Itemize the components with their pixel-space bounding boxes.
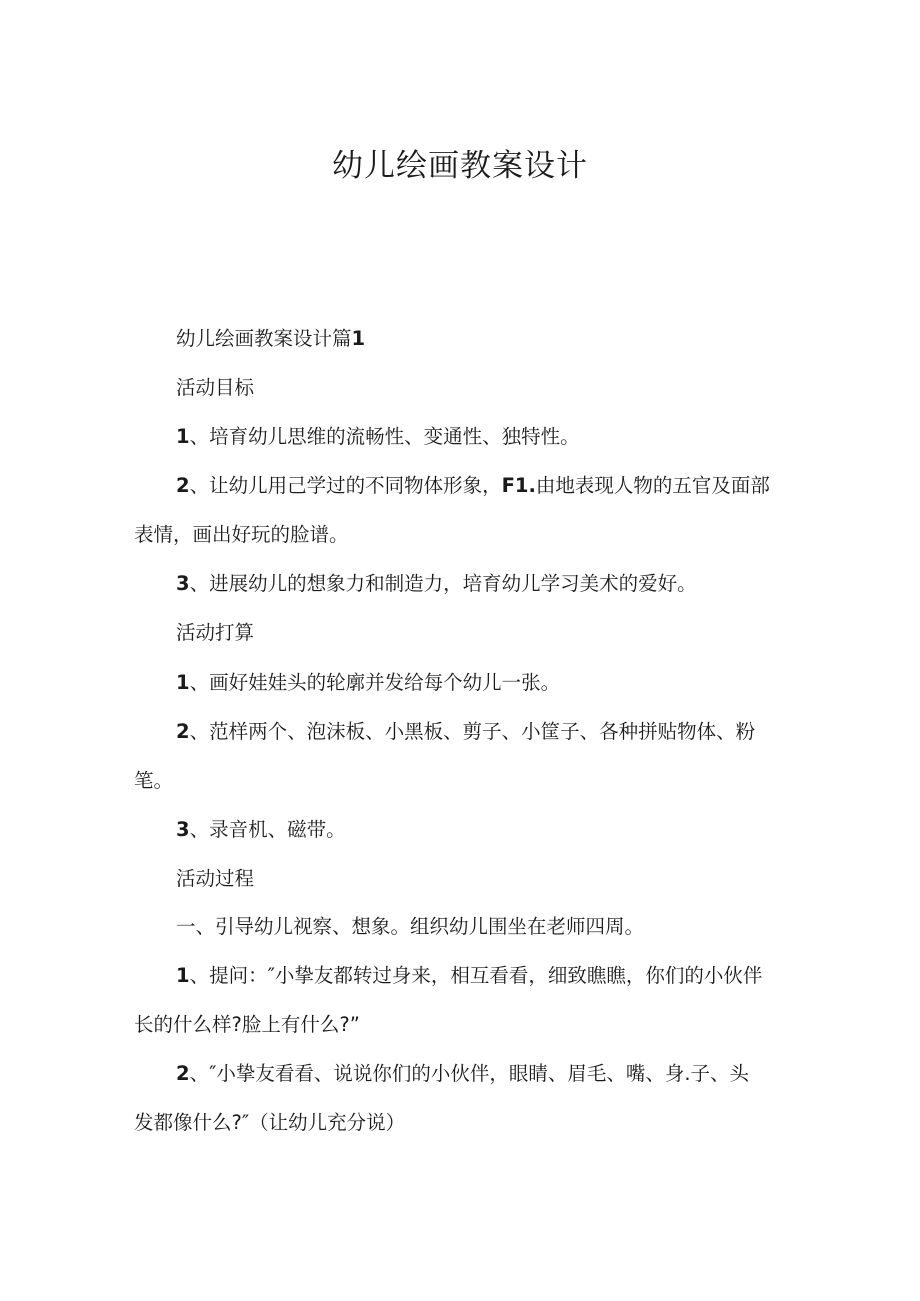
- section-heading-text: 幼儿绘画教案设计篇: [176, 327, 352, 350]
- goal-2-f1: F1.: [501, 474, 536, 497]
- process-item-2: [176, 1059, 749, 1089]
- prep-2-number: 2: [176, 720, 190, 743]
- goal-3-text: 、进展幼儿的想象力和制造力，培育幼儿学习美术的爱好。: [189, 572, 697, 595]
- goal-item-2: [176, 471, 770, 501]
- process-1-text: 、提问：″小挚友都转过身来，相互看看，细致瞧瞧，你们的小伙伴: [189, 964, 763, 987]
- prep-3-text: 、录音机、磁带。: [189, 818, 346, 841]
- prep-item-2-continuation: 笔。: [134, 769, 174, 792]
- prep-item-3: [176, 815, 346, 845]
- goal-2-text-b: 由地表现人物的五官及面部: [535, 474, 770, 497]
- process-1-number: 1: [176, 964, 190, 987]
- prep-2-text: 、范样两个、泡沫板、小黑板、剪子、小筐子、各种拼贴物体、粉: [189, 720, 756, 743]
- prep-3-number: 3: [176, 818, 190, 841]
- goal-item-2-continuation: 表情，画出好玩的脸谱。: [134, 523, 349, 546]
- goal-1-number: 1: [176, 425, 190, 448]
- section-number: 1: [351, 327, 366, 350]
- goal-item-3: [176, 569, 697, 599]
- prep-item-2: [176, 717, 755, 747]
- process-2-number: 2: [176, 1062, 190, 1085]
- prep-1-text: 、画好娃娃头的轮廓并发给每个幼儿一张。: [189, 671, 561, 694]
- document-title: 幼儿绘画教案设计: [332, 148, 588, 184]
- goal-1-text: 、培育幼儿思维的流畅性、变通性、独特性。: [189, 425, 580, 448]
- process-heading: 活动过程: [176, 867, 255, 890]
- prep-item-1: [176, 668, 560, 698]
- process-item-1-continuation: 长的什么样?脸上有什么?”: [134, 1013, 360, 1036]
- goal-2-number: 2: [176, 474, 190, 497]
- prep-1-number: 1: [176, 671, 190, 694]
- process-step-1: 一、引导幼儿视察、想象。组织幼儿围坐在老师四周。: [176, 915, 645, 938]
- goal-item-1: [176, 422, 580, 452]
- goals-heading: 活动目标: [176, 376, 255, 399]
- process-item-2-continuation: 发都像什么?″（让幼儿充分说）: [134, 1111, 406, 1134]
- goal-2-text-a: 、让幼儿用己学过的不同物体形象，: [189, 474, 502, 497]
- section-heading: [176, 324, 365, 354]
- process-2-text: 、″小挚友看看、说说你们的小伙伴，眼睛、眉毛、嘴、身.子、头: [189, 1062, 750, 1085]
- process-item-1: [176, 961, 762, 991]
- prep-heading: 活动打算: [176, 621, 255, 644]
- goal-3-number: 3: [176, 572, 190, 595]
